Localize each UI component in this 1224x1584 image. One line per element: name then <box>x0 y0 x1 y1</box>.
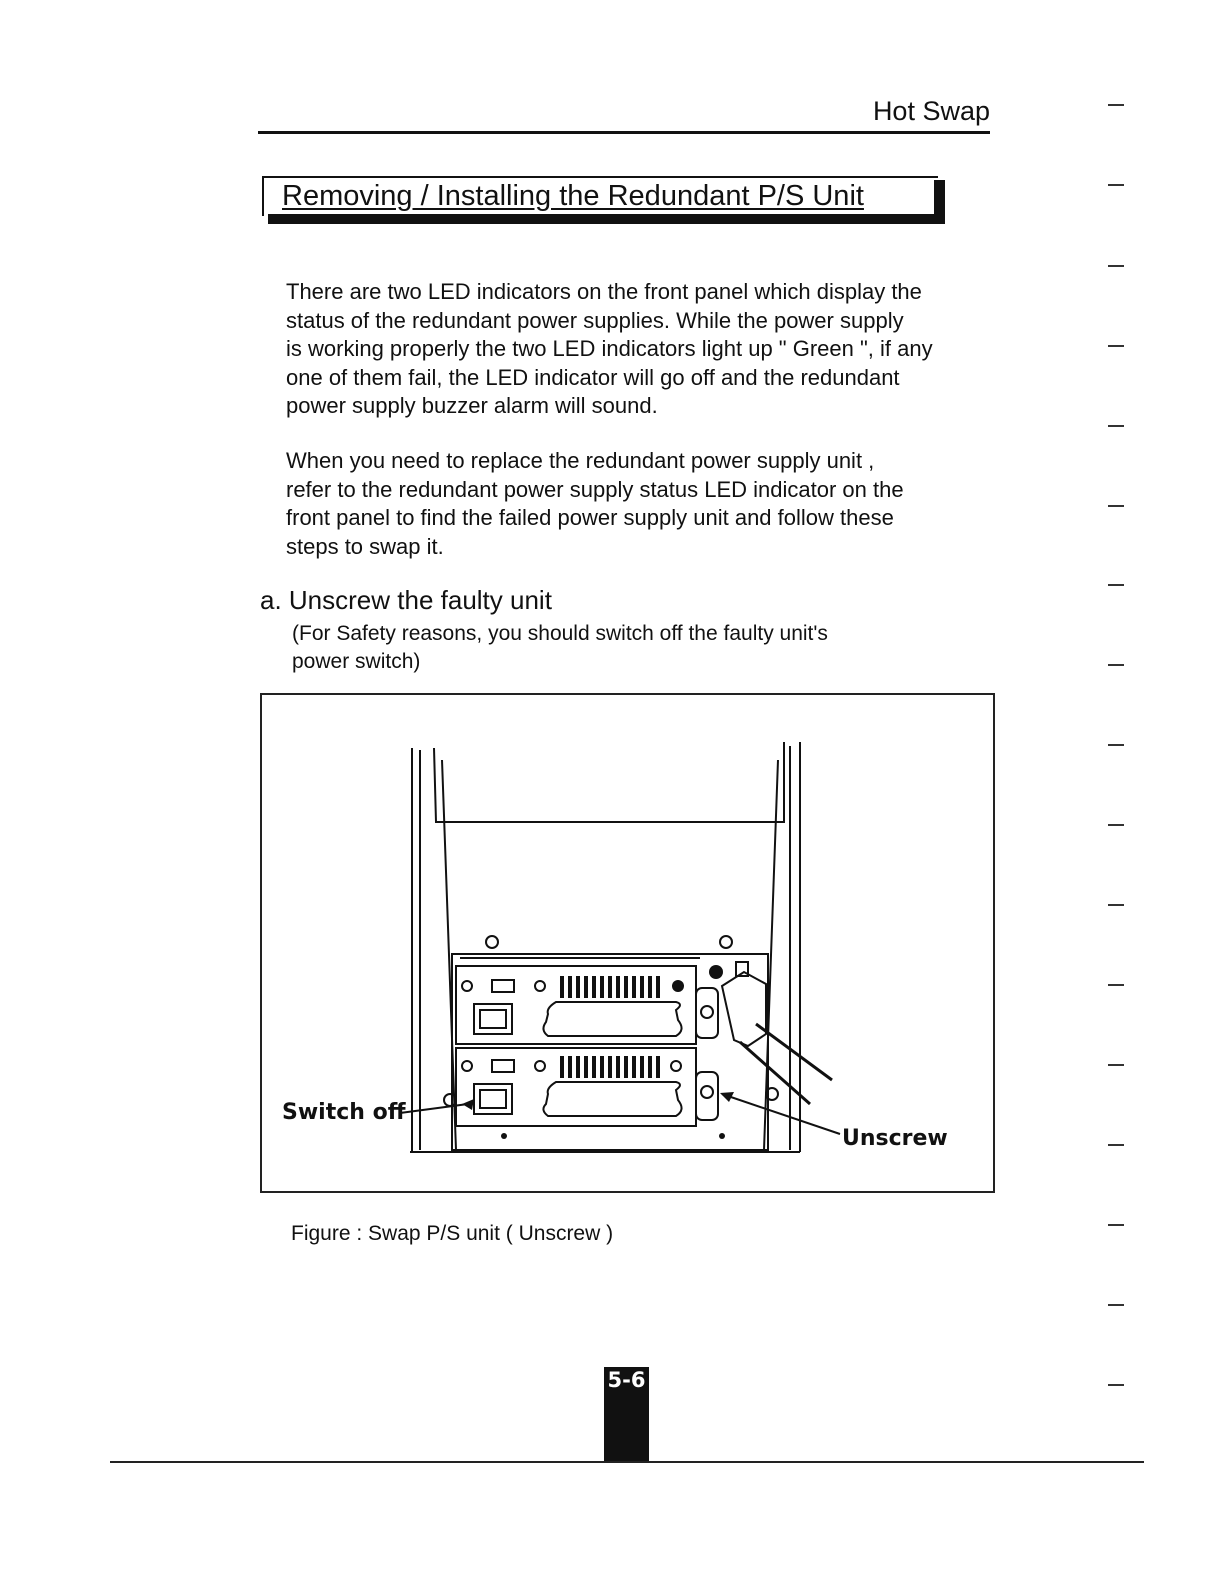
section-title: Removing / Installing the Redundant P/S Unit <box>282 180 864 212</box>
paragraph-line: There are two LED indicators on the front panel which display the <box>286 279 922 304</box>
scan-edge-mark <box>1108 1304 1124 1306</box>
handle-bottom <box>543 1082 681 1116</box>
scan-edge-mark <box>1108 664 1124 666</box>
cage-screw-left <box>486 936 498 948</box>
power-cord <box>740 1024 832 1104</box>
scan-edge-mark <box>1108 104 1124 106</box>
power-plug <box>722 972 766 1046</box>
paragraph-line: one of them fail, the LED indicator will go off and the redundant <box>286 364 900 390</box>
page-number: 5-6 <box>607 1368 646 1392</box>
figure-caption: Figure : Swap P/S unit ( Unscrew ) <box>291 1222 614 1245</box>
scan-edge-mark <box>1108 984 1124 986</box>
note-line: (For Safety reasons, you should switch off the faulty unit's <box>292 622 828 645</box>
chassis-top-lip <box>434 742 784 822</box>
unscrew-leader <box>722 1094 840 1134</box>
unscrew-label: Unscrew <box>842 1126 948 1151</box>
paragraph-line: When you need to replace the redundant power supply unit , <box>286 448 875 473</box>
scan-edge-mark <box>1108 904 1124 906</box>
scan-edge-mark <box>1108 824 1124 826</box>
scan-edge-mark <box>1108 265 1124 267</box>
scan-edge-mark <box>1108 584 1124 586</box>
paragraph-line: refer to the redundant power supply status LED indicator on the <box>286 476 904 502</box>
footer-rule <box>110 1461 1144 1463</box>
scan-edge-mark <box>1108 425 1124 427</box>
handle-top <box>543 1002 681 1036</box>
step-heading: a. Unscrew the faulty unit <box>260 585 552 615</box>
scan-edge-mark <box>1108 345 1124 347</box>
paragraph-line: front panel to find the failed power supply unit and follow these <box>286 505 894 530</box>
note-line: power switch) <box>292 650 421 673</box>
running-header: Hot Swap <box>872 96 990 126</box>
unscrew-target-screw <box>701 1086 713 1098</box>
scan-edge-mark <box>1108 184 1124 186</box>
scan-edge-mark <box>1108 1224 1124 1226</box>
paragraph-line: power supply buzzer alarm will sound. <box>286 393 658 418</box>
paragraph-line: is working properly the two LED indicators light up " Green ", if any <box>286 336 933 361</box>
scan-edge-mark <box>1108 505 1124 507</box>
cage-screw-right <box>720 936 732 948</box>
scan-edge-mark <box>1108 1144 1124 1146</box>
switch-off-leader <box>400 1104 468 1113</box>
paragraph-line: status of the redundant power supplies. While the power supply <box>286 307 904 333</box>
scan-edge-mark <box>1108 744 1124 746</box>
scan-edge-mark <box>1108 1384 1124 1386</box>
scan-edge-mark <box>1108 1064 1124 1066</box>
chassis-left-wall <box>412 748 456 1152</box>
paragraph-line: steps to swap it. <box>286 533 444 559</box>
switch-off-label: Switch off <box>282 1100 406 1125</box>
